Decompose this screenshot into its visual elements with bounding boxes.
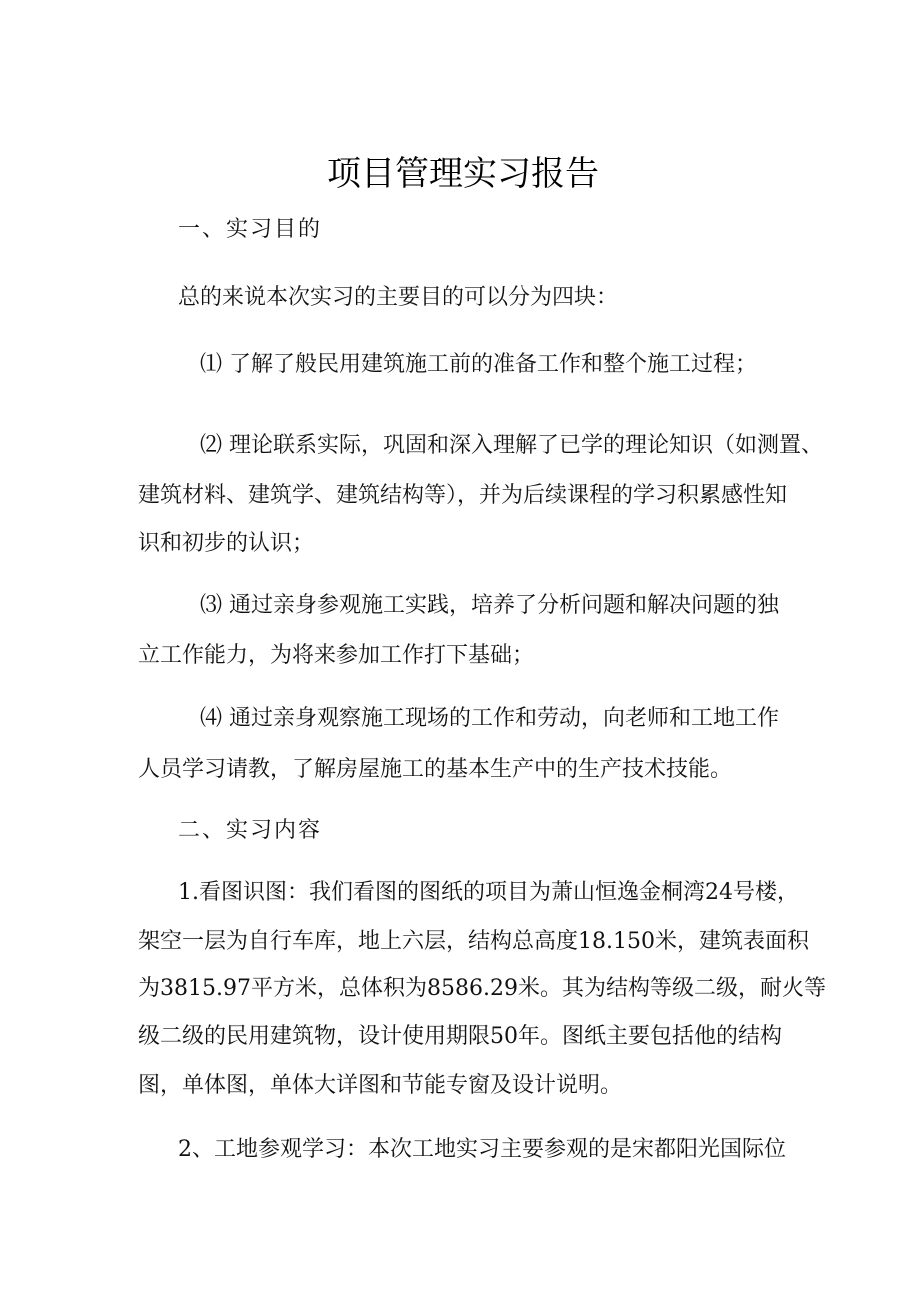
section-heading-content: 二、实习内容 — [178, 818, 323, 843]
paragraph-drawings-line-4: 级二级的民用建筑物，设计使用期限50年。图纸主要包括他的结构 — [138, 1024, 782, 1049]
list-item-4-line-2: 人员学习请教，了解房屋施工的基本生产中的生产技术技能。 — [138, 757, 733, 782]
section-heading-purpose: 一、实习目的 — [178, 217, 323, 242]
list-item-3-line-2: 立工作能力，为将来参加工作打下基础； — [138, 643, 535, 668]
paragraph-intro: 总的来说本次实习的主要目的可以分为四块： — [178, 285, 619, 310]
list-item-3-line-1: ⑶ 通过亲身参观施工实践，培养了分析问题和解决问题的独 — [200, 593, 779, 618]
paragraph-drawings-line-3: 为3815.97平方米，总体积为8586.29米。其为结构等级二级，耐火等 — [138, 976, 826, 1001]
paragraph-drawings-line-2: 架空一层为自行车库，地上六层，结构总高度18.150米，建筑表面积 — [138, 929, 809, 954]
paragraph-drawings-line-5: 图，单体图，单体大详图和节能专窗及设计说明。 — [138, 1073, 623, 1098]
list-item-4-line-1: ⑷ 通过亲身观察施工现场的工作和劳动，向老师和工地工作 — [200, 706, 779, 731]
list-item-2-line-3: 识和初步的认识； — [138, 531, 315, 556]
paragraph-drawings-line-1: 1.看图识图：我们看图的图纸的项目为萧山恒逸金桐湾24号楼， — [178, 880, 799, 905]
list-item-2-line-2: 建筑材料、建筑学、建筑结构等），并为后续课程的学习积累感性知 — [138, 483, 788, 508]
document-title: 项目管理实习报告 — [327, 154, 599, 194]
paragraph-site-visit-line-1: 2、工地参观学习：本次工地实习主要参观的是宋都阳光国际位 — [178, 1137, 786, 1162]
list-item-1-line-1: ⑴ 了解了般民用建筑施工前的准备工作和整个施工过程； — [200, 352, 757, 377]
list-item-2-line-1: ⑵ 理论联系实际，巩固和深入理解了已学的理论知识（如测置、 — [200, 433, 823, 458]
